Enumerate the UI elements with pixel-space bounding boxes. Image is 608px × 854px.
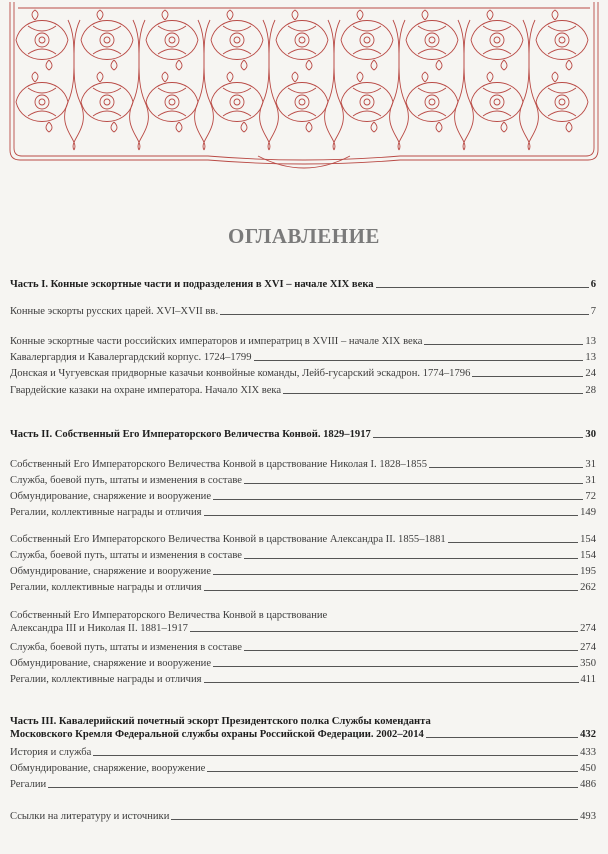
dot-leader: [254, 360, 584, 361]
toc-entry-page: 72: [585, 491, 596, 502]
toc-entry-page: 274: [580, 623, 596, 634]
dot-leader: [424, 344, 583, 345]
dot-leader: [204, 590, 579, 591]
toc-entry-title: Донская и Чугуевская придворные казачьи конвойные команды, Лейб-гусарский эскадрон. 1774–1796: [10, 368, 471, 379]
toc-entry[interactable]: [10, 533, 596, 546]
toc-entry-title-line-1: Часть III. Кавалерийский почетный эскорт Президентского полка Службы коменданта: [10, 716, 431, 727]
toc-entry-title: Регалии, коллективные награды и отличия: [10, 674, 202, 685]
dot-leader: [283, 393, 583, 394]
dot-leader: [213, 499, 583, 500]
toc-entry-title: Александра III и Николая II. 1881–1917: [10, 623, 188, 634]
toc-entry-page: 31: [585, 475, 596, 486]
dot-leader: [429, 467, 583, 468]
toc-entry-title: Служба, боевой путь, штаты и изменения в составе: [10, 550, 242, 561]
toc-entry-title: Часть II. Собственный Его Императорского Величества Конвой. 1829–1917: [10, 429, 371, 440]
toc-entry-title: Служба, боевой путь, штаты и изменения в составе: [10, 475, 242, 486]
dot-leader: [190, 631, 578, 632]
dot-leader: [244, 483, 583, 484]
toc-entry-page: 6: [590, 279, 596, 290]
toc-entry[interactable]: [10, 565, 596, 578]
toc-entry-title: Регалии, коллективные награды и отличия: [10, 507, 202, 518]
toc-entry-page: 149: [580, 507, 596, 518]
toc-entry[interactable]: [10, 657, 596, 670]
toc-entry[interactable]: [10, 490, 596, 503]
toc-entry-page: 433: [580, 747, 596, 758]
toc-entry-page: 486: [580, 779, 596, 790]
toc-entry-title: Регалии: [10, 779, 47, 790]
toc-entry-title: Служба, боевой путь, штаты и изменения в составе: [10, 642, 242, 653]
dot-leader: [376, 287, 589, 288]
toc-entry-title: Конные эскорты русских царей. XVI–XVII вв.: [10, 306, 219, 317]
toc-entry-title: Собственный Его Императорского Величества Конвой в царствование Александра II. 1855–1881: [10, 534, 446, 545]
dot-leader: [213, 574, 578, 575]
dot-leader: [93, 755, 578, 756]
toc-entry[interactable]: [10, 474, 596, 487]
toc-entry-title: Собственный Его Императорского Величества Конвой в царствование Николая I. 1828–1855: [10, 459, 427, 470]
toc-entry[interactable]: [10, 506, 596, 519]
dot-leader: [373, 437, 584, 438]
toc-entry-title: Обмундирование, снаряжение, вооружение: [10, 763, 206, 774]
toc-entry[interactable]: [10, 367, 596, 380]
dot-leader: [207, 771, 578, 772]
toc-entry[interactable]: [10, 641, 596, 654]
dot-leader: [244, 558, 578, 559]
toc-entry[interactable]: [10, 305, 596, 318]
toc-entry-title: Гвардейские казаки на охране императора. Начало XIX века: [10, 385, 282, 396]
toc-entry[interactable]: [10, 581, 596, 594]
toc-entry[interactable]: [10, 762, 596, 775]
dot-leader: [48, 787, 578, 788]
toc-entry-title: Обмундирование, снаряжение и вооружение: [10, 566, 212, 577]
toc-entry-title: Обмундирование, снаряжение и вооружение: [10, 491, 212, 502]
toc-entry-title-line-1: Собственный Его Императорского Величества Конвой в царствование: [10, 610, 328, 621]
page-title: ОГЛАВЛЕНИЕ: [228, 224, 380, 248]
toc-entry-title: Конные эскортные части российских императоров и императриц в XVIII – начале XIX века: [10, 336, 423, 347]
dot-leader: [426, 737, 578, 738]
toc-entry-page: 30: [585, 429, 596, 440]
toc-entry-page: 274: [580, 642, 596, 653]
toc-entry-title: История и служба: [10, 747, 92, 758]
dot-leader: [448, 542, 578, 543]
toc-entry[interactable]: [10, 609, 596, 635]
toc-entry-part-1[interactable]: [10, 278, 596, 291]
toc-entry-page: 13: [585, 352, 596, 363]
toc-entry[interactable]: [10, 746, 596, 759]
dot-leader: [244, 650, 578, 651]
dot-leader: [220, 314, 589, 315]
toc-entry-title: Регалии, коллективные награды и отличия: [10, 582, 202, 593]
toc-entry[interactable]: [10, 458, 596, 471]
toc-entry-title: Московского Кремля Федеральной службы охраны Российской Федерации. 2002–2014: [10, 729, 424, 740]
dot-leader: [204, 515, 579, 516]
toc-entry-part-3[interactable]: [10, 715, 596, 741]
toc-entry-page: 31: [585, 459, 596, 470]
toc-entry-page: 450: [580, 763, 596, 774]
dot-leader: [213, 666, 578, 667]
toc-entry[interactable]: [10, 673, 596, 686]
toc-entry-page: 7: [590, 306, 596, 317]
dot-leader: [171, 819, 578, 820]
toc-entry-page: 195: [580, 566, 596, 577]
toc-entry-title: Кавалергардия и Кавалергардский корпус. 1724–1799: [10, 352, 252, 363]
dot-leader: [472, 376, 583, 377]
toc-entry-page: 154: [580, 534, 596, 545]
toc-entry-title: Часть I. Конные эскортные части и подразделения в XVI – начале XIX века: [10, 279, 374, 290]
toc-entry[interactable]: [10, 351, 596, 364]
toc-entry[interactable]: [10, 810, 596, 823]
decorative-ornament-border: [8, 0, 600, 172]
toc-entry-page: 432: [580, 729, 596, 740]
toc-entry-page: 24: [585, 368, 596, 379]
toc-entry-page: 262: [580, 582, 596, 593]
toc-entry-page: 411: [580, 674, 596, 685]
toc-entry[interactable]: [10, 384, 596, 397]
toc-entry[interactable]: [10, 549, 596, 562]
toc-entry-part-2[interactable]: [10, 428, 596, 441]
toc-entry-page: 350: [580, 658, 596, 669]
toc-entry[interactable]: [10, 335, 596, 348]
toc-entry-page: 13: [585, 336, 596, 347]
toc-entry-title: Ссылки на литературу и источники: [10, 811, 170, 822]
toc-entry-page: 493: [580, 811, 596, 822]
dot-leader: [204, 682, 579, 683]
toc-entry[interactable]: [10, 778, 596, 791]
toc-entry-page: 28: [585, 385, 596, 396]
toc-entry-page: 154: [580, 550, 596, 561]
toc-entry-title: Обмундирование, снаряжение и вооружение: [10, 658, 212, 669]
